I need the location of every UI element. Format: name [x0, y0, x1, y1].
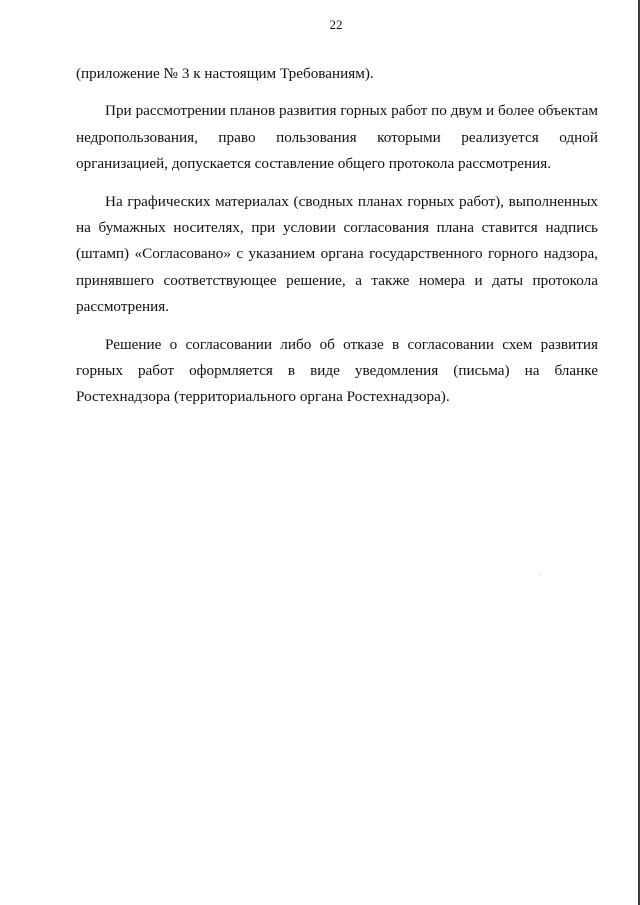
- page-number: 22: [329, 17, 343, 32]
- document-body: [76, 61, 598, 411]
- paragraph-decision-notice: Решение о согласовании либо об отказе в согласовании схем развития горных работ оформляется в виде уведомления (письма) на бланке Ростехнадзора (территориального органа Ростехнадзора).: [76, 335, 598, 406]
- paragraph-graphic-materials: На графических материалах (сводных планах горных работ), выполненных на бумажных носителях, при условии согласования плана ставится надпись (штамп) «Согласовано» с указанием органа государственного горного надзора, принявшего соответствующее решение, а также номера и даты протокола рассмотрения.: [76, 192, 598, 316]
- paragraph-common-protocol: При рассмотрении планов развития горных работ по двум и более объектам недропользования, право пользования которыми реализуется одной организацией, допускается составление общего протокола рассмотрения.: [76, 102, 598, 173]
- paragraph-continuation: (приложение № 3 к настоящим Требованиям).: [76, 65, 374, 82]
- scan-speck: [540, 573, 541, 575]
